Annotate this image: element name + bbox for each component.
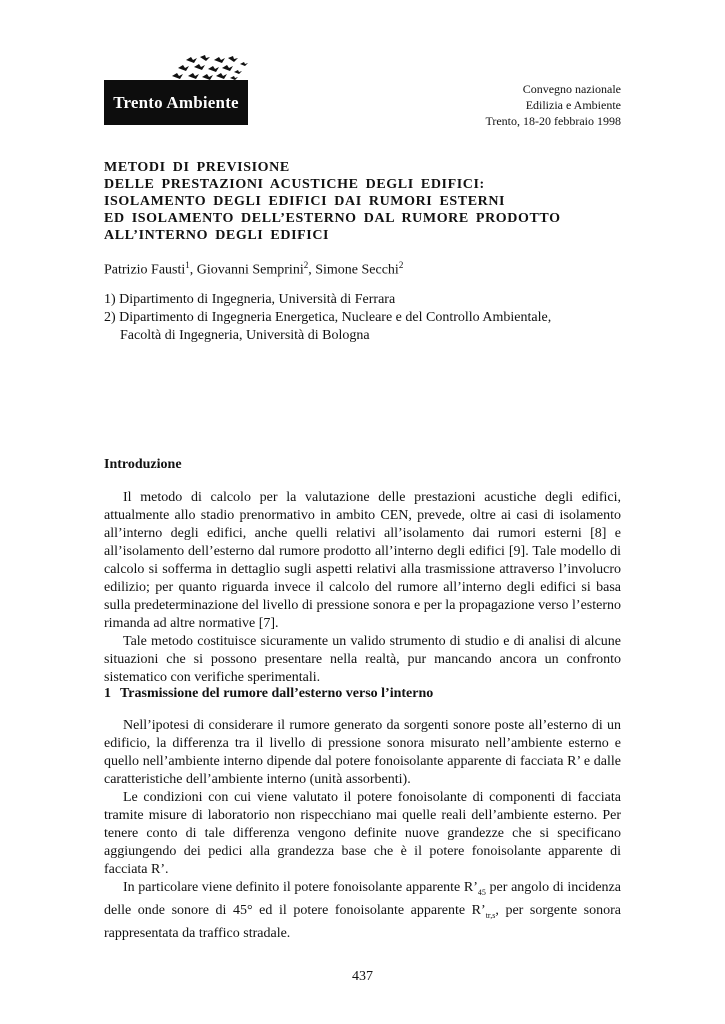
affiliation: 1) Dipartimento di Ingegneria, Università di Ferrara (104, 292, 396, 307)
logo-wordmark: Trento Ambiente (104, 80, 248, 125)
trento-ambiente-logo (104, 54, 249, 126)
paper-title (104, 159, 624, 244)
title-line: METODI DI PREVISIONE (104, 160, 290, 175)
paragraph: In particolare viene definito il potere fonoisolante apparente $R’_{45}$ per angolo di incidenza delle onde sonore di 45° ed il potere fonoisolante apparente $R’_{tr,s}$, per sorgente sonora rappresentata da traffico stradale. (104, 880, 622, 941)
author-name: Giovanni Semprini (196, 262, 304, 278)
intro-body (104, 489, 621, 687)
title-line: DELLE PRESTAZIONI ACUSTICHE DEGLI EDIFICI: (104, 177, 485, 192)
section-heading-intro: Introduzione (104, 457, 182, 472)
author-name: Patrizio Fausti (104, 262, 186, 278)
section1-body (104, 717, 621, 943)
conference-name: Convegno nazionale (522, 82, 621, 96)
affiliation: Facoltà di Ingegneria, Università di Bologna (120, 328, 370, 343)
affiliation: 2) Dipartimento di Ingegneria Energetica, Nucleare e del Controllo Ambientale, (104, 310, 552, 325)
paragraph: Le condizioni con cui viene valutato il potere fonoisolante di componenti di facciata tramite misure di laboratorio non rispecchiano mai quelle reali dell’ambiente esterno. Per tenere conto di tale differenza vengono definite nuove grandezze che si specificano aggiungendo dei pedici alla grandezza base che è il potere fonoisolante apparente di facciata R’. (104, 790, 621, 877)
authors: Patrizio Fausti$^1$, Giovanni Semprini$^2$, Simone Secchi$^2$ (104, 260, 404, 278)
paragraph: Tale metodo costituisce sicuramente un valido strumento di studio e di analisi di alcune situazioni che si possono presentare nella realtà, pur mancando ancora un confronto sistematico con verifiche sperimentali. (104, 634, 621, 685)
paragraph: Il metodo di calcolo per la valutazione delle prestazioni acustiche degli edifici, attualmente allo stadio prenormativo in ambito CEN, prevede, oltre ai casi di isolamento all’interno degli edifici, anche quelli relativi all’isolamento dai rumori esterni [8] e all’isolamento dell’esterno dal rumore prodotto all’interno degli edifici [9]. Tale modello di calcolo si sofferma in dettaglio sugli aspetti relativi alla trasmissione attraverso l’involucro edilizio; per quanto riguarda invece il calcolo del rumore all’interno degli edifici si basa sulla predeterminazione del livello di pressione sonora e per la propagazione verso l’esterno rimanda ad altre normative [7]. (104, 490, 621, 631)
affiliations (104, 291, 551, 345)
conference-subtitle: Edilizia e Ambiente (525, 98, 621, 112)
title-line: ISOLAMENTO DEGLI EDIFICI DAI RUMORI ESTERNI (104, 194, 506, 209)
section-title: Trasmissione del rumore dall’esterno verso l’interno (120, 686, 434, 701)
section-number: 1 (104, 686, 111, 701)
conference-date: Trento, 18-20 febbraio 1998 (485, 114, 621, 128)
author-name: Simone Secchi (315, 262, 399, 278)
author-affiliation-mark: 2 (303, 260, 309, 270)
section-heading-1 (104, 686, 433, 702)
title-line: ED ISOLAMENTO DELL’ESTERNO DAL RUMORE PRODOTTO (104, 211, 561, 226)
conference-info (485, 81, 621, 129)
page-number: 437 (352, 969, 373, 984)
paragraph: Nell’ipotesi di considerare il rumore generato da sorgenti sonore poste all’esterno di un edificio, la differenza tra il livello di pressione sonora misurato nell’ambiente esterno e quello nell’ambiente interno dipende dal potere fonoisolante apparente di facciata R’ e dalle caratteristiche dell’ambiente interno (unità assorbenti). (104, 718, 621, 787)
author-affiliation-mark: 2 (398, 260, 404, 270)
author-affiliation-mark: 1 (185, 260, 190, 270)
title-line: ALL’INTERNO DEGLI EDIFICI (104, 228, 330, 243)
